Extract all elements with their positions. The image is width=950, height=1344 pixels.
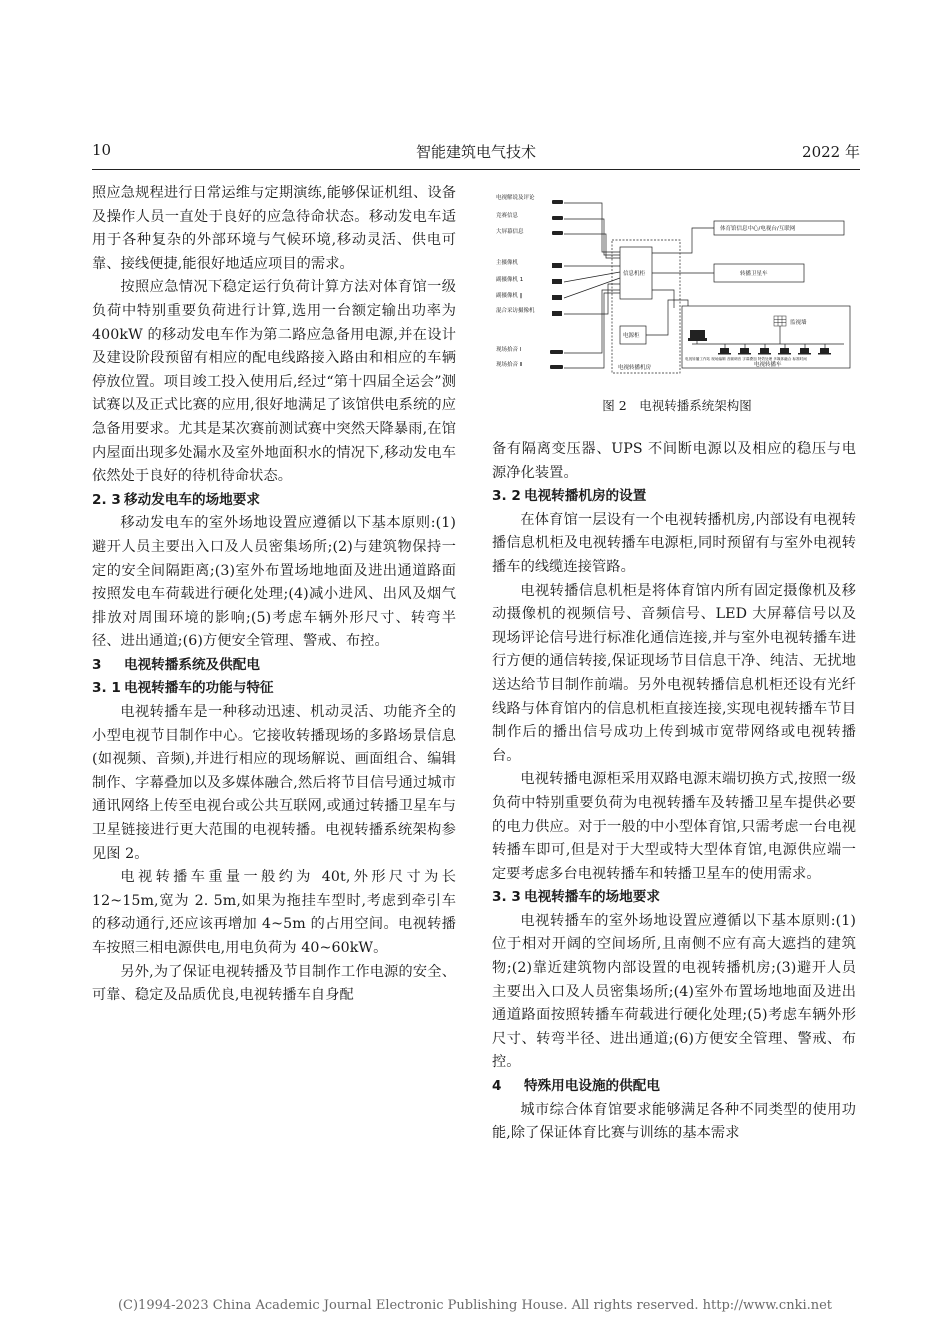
diagram-label: 副摄像机 1 bbox=[496, 277, 524, 283]
diagram-label-monitor-wall: 监视墙 bbox=[790, 320, 807, 326]
diagram-label: 现场拾音 I bbox=[496, 347, 522, 353]
paragraph-3-2-b: 电视转播信息机柜是将体育馆内所有固定摄像机及移动摄像机的视频信号、音频信号、LED 大屏幕信号以及现场评论信号进行标准化通信连接,并与室外电视转播车进行方便的通信转接,保证现场节目信息干净、纯洁、无扰地送达给节目制作前端。另外电视转播信息机柜还设有光纤线路与体育馆内的信息机柜直接连接,实现电视转播车节目制作后的播出信号成功上传到城市宽带网络或电视转播台。 bbox=[492, 582, 856, 764]
section-heading-2-3 bbox=[92, 489, 456, 513]
diagram-label: 竞赛信息 bbox=[496, 213, 519, 219]
section-number: 3. 2 bbox=[492, 488, 521, 505]
figure-caption: 图 2 电视转播系统架构图 bbox=[602, 398, 752, 413]
diagram-label-room: 电视转播机房 bbox=[618, 365, 652, 371]
diagram-label: 主摄像机 bbox=[496, 260, 519, 266]
section-title: 特殊用电设施的供配电 bbox=[524, 1078, 660, 1095]
diagram-label: 混合采访摄像机 bbox=[496, 308, 535, 314]
system-architecture-diagram bbox=[492, 190, 862, 378]
diagram-label-info-cabinet: 信息机柜 bbox=[623, 271, 646, 277]
paragraph-intro: 照应急规程进行日常运维与定期演练,能够保证机组、设备及操作人员一直处于良好的应急待命状态。移动发电车适用于各种复杂的外部环境与气候环境,移动灵活、供电可靠、接线便捷,能很好地适应项目的需求。 bbox=[92, 185, 456, 272]
running-header bbox=[92, 139, 860, 170]
section-title: 电视转播系统及供配电 bbox=[124, 656, 260, 673]
section-number: 3 bbox=[92, 656, 102, 673]
figure-2-diagram bbox=[492, 190, 862, 378]
section-heading-4 bbox=[492, 1075, 856, 1099]
section-number: 2. 3 bbox=[92, 491, 121, 508]
diagram-label: 副摄像机 ‖ bbox=[496, 293, 523, 299]
section-title: 移动发电车的场地要求 bbox=[124, 491, 260, 508]
section-heading-3 bbox=[92, 654, 456, 678]
section-title: 电视转播机房的设置 bbox=[524, 488, 647, 505]
paragraph-3-1-a: 电视转播车是一种移动迅速、机动灵活、功能齐全的小型电视节目制作中心。它接收转播现场的多路场景信息(如视频、音频),并进行相应的现场解说、画面组合、编辑制作、字幕叠加以及多媒体融合,然后将节目信号通过城市通讯网络上传至电视台或公共互联网,或通过转播卫星车与卫星链接进行更大范围的电视转播。电视转播系统架构参见图 2。 bbox=[92, 704, 456, 862]
paragraph-carryover: 备有隔离变压器、UPS 不间断电源以及相应的稳压与电源净化装置。 bbox=[492, 441, 856, 481]
section-title: 电视转播车的功能与特征 bbox=[124, 680, 274, 697]
left-column bbox=[92, 182, 456, 1008]
paragraph-3-1-c: 另外,为了保证电视转播及节目制作工作电源的安全、可靠、稳定及品质优良,电视转播车自身配 bbox=[92, 963, 456, 1004]
diagram-label-ob-van: 电视转播车 bbox=[754, 362, 782, 368]
section-heading-3-1 bbox=[92, 677, 456, 701]
paragraph-load-calculation: 按照应急情况下稳定运行负荷计算方法对体育馆一级负荷中特别重要负荷进行计算,选用一台额定输出功率为 400kW 的移动发电车作为第二路应急备用电源,并在设计及建设阶段预留有相应的配电线路接入路由和相应的车辆停放位置。项目竣工投入使用后,经过“第十四届全运会”测试赛以及正式比赛的应用,很好地满足了该馆供电系统的应急备用要求。尤其是某次赛前测试赛中突然天降暴雨,在馆内屋面出现多处漏水及室外地面积水的情况下,移动发电车依然处于良好的待机待命状态。 bbox=[92, 279, 456, 485]
paragraph-3-2-c: 电视转播电源柜采用双路电源末端切换方式,按照一级负荷中特别重要负荷为电视转播车及转播卫星车提供必要的电力供应。对于一般的中小型体育馆,只需考虑一台电视转播车即可,但是对于大型或特大型体育馆,电源供应端一定要考虑多台电视转播车和转播卫星车的使用需求。 bbox=[492, 771, 856, 882]
section-number: 3. 3 bbox=[492, 889, 521, 906]
section-number: 4 bbox=[492, 1078, 502, 1095]
section-heading-3-2 bbox=[492, 485, 856, 509]
journal-title: 智能建筑电气技术 bbox=[415, 143, 536, 161]
diagram-label: 大屏幕信息 bbox=[496, 229, 524, 235]
page-number: 10 bbox=[92, 141, 112, 159]
section-heading-3-3 bbox=[492, 886, 856, 910]
paragraph-3-1-b: 电视转播车重量一般约为 40t,外形尺寸为长 12~15m,宽为 2. 5m,如果为拖挂车型时,考虑到牵引车的移动通行,还应该再增加 4~5m 的占用空间。电视转播车按照三相电源供电,用电负荷为 40~60kW。 bbox=[92, 869, 456, 956]
diagram-label: 电视解说及评论 bbox=[496, 195, 535, 201]
right-column bbox=[492, 438, 856, 1146]
diagram-label-workstations: 电视转播工作站 现场编辑 音频调音 字幕叠加 特效处理 多媒体融合 标准时间 bbox=[685, 357, 807, 361]
diagram-label: 现场拾音 Ⅱ bbox=[496, 362, 523, 368]
section-number: 3. 1 bbox=[92, 680, 121, 697]
section-title: 电视转播车的场地要求 bbox=[524, 889, 660, 906]
paragraph-3-3: 电视转播车的室外场地设置应遵循以下基本原则:(1)位于相对开阔的空间场所,且南侧不应有高大遮挡的建筑物;(2)靠近建筑物内部设置的电视转播机房;(3)避开人员主要出入口及人员密集场所;(4)室外布置场地地面及进出通道路面按照转播车荷载进行硬化处理;(5)考虑车辆外形尺寸、转弯半径、进出通道;(6)方便安全管理、警戒、布控。 bbox=[492, 912, 856, 1071]
paragraph-4: 城市综合体育馆要求能够满足各种不同类型的使用功能,除了保证体育比赛与训练的基本需求 bbox=[492, 1101, 856, 1142]
paragraph-2-3: 移动发电车的室外场地设置应遵循以下基本原则:(1)避开人员主要出入口及人员密集场所;(2)与建筑物保持一定的安全间隔距离;(3)室外布置场地地面及进出通道路面按照发电车荷载进行硬化处理;(4)减小进风、出风及烟气排放对周围环境的影响;(5)考虑车辆外形尺寸、转弯半径、进出通道;(6)方便安全管理、警戒、布控。 bbox=[92, 515, 456, 650]
copyright-footer: (C)1994-2023 China Academic Journal Electronic Publishing House. All rights reserved. http://www.cnki.net bbox=[117, 1298, 833, 1313]
diagram-label-info-center: 体育馆信息中心/电视台/互联网 bbox=[720, 226, 796, 232]
paragraph-3-2-a: 在体育馆一层设有一个电视转播机房,内部设有电视转播信息机柜及电视转播车电源柜,同时预留有与室外电视转播车的线缆连接管路。 bbox=[492, 511, 856, 575]
diagram-label-power-cabinet: 电源柜 bbox=[623, 333, 640, 339]
header-year: 2022 年 bbox=[802, 143, 860, 161]
diagram-label-satellite: 转播卫星车 bbox=[740, 271, 768, 277]
